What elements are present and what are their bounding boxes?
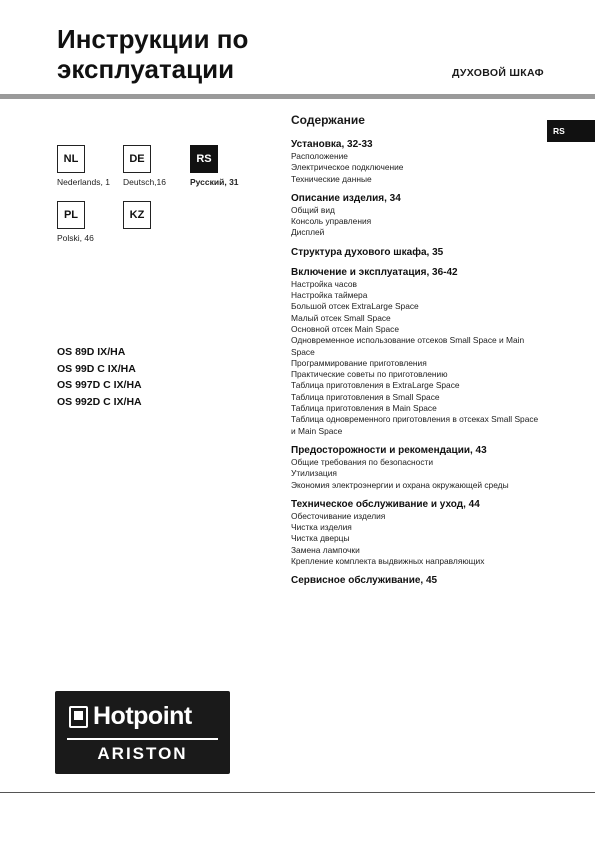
toc-item: Таблица приготовления в Main Space [291,403,437,414]
lang-label-pl: Polski, 46 [57,233,94,243]
toc-section [291,138,541,185]
toc-section-title: Включение и эксплуатация, 36-42 [291,266,458,278]
toc-item: Экономия электроэнергии и охрана окружающей среды [291,479,509,490]
toc-item: Таблица приготовления в Small Space [291,391,440,402]
model-name: OS 997D C IX/HA [57,379,142,391]
toc-item: Программирование приготовления [291,357,427,368]
toc-item: Таблица приготовления в ExtraLarge Space [291,380,460,391]
toc-item: Чистка дверцы [291,533,350,544]
lang-label-rs: Русский, 31 [190,177,239,187]
toc-section [291,266,541,437]
toc-section [291,574,541,587]
logo-divider [67,738,218,740]
toc-item: Крепление комплекта выдвижных направляющих [291,556,485,567]
toc-section [291,498,541,567]
toc-item: Таблица одновременного приготовления в отсеках Small Space и Main Space [291,414,539,436]
toc-item: Обесточивание изделия [291,510,386,521]
toc-item: Чистка изделия [291,522,352,533]
toc-item: Настройка часов [291,278,357,289]
toc-item: Электрическое подключение [291,162,404,173]
toc-item: Большой отсек ExtraLarge Space [291,301,419,312]
header-divider [0,94,595,99]
toc-section [291,444,541,491]
toc-item: Дисплей [291,227,325,238]
brand-mark-icon [69,706,88,728]
model-name: OS 99D C IX/HA [57,362,136,375]
toc-item: Малый отсек Small Space [291,312,391,323]
lang-box-kz: KZ [123,201,151,229]
lang-label-nl: Nederlands, 1 [57,177,110,187]
toc-item: Утилизация [291,468,337,479]
footer-divider [0,792,595,793]
language-side-tab: RS [547,120,595,142]
toc-section [291,246,541,259]
model-name: OS 89D IX/HA [57,346,126,358]
model-list [57,344,142,410]
lang-box-de: DE [123,145,151,173]
toc-item: Технические данные [291,173,372,184]
document-title [57,24,357,84]
toc-item: Расположение [291,151,348,161]
table-of-contents [291,138,541,594]
toc-item: Основной отсек Main Space [291,323,399,334]
document-type: ДУХОВОЙ ШКАФ [452,67,544,79]
title-line-1: Инструкции по [57,24,249,54]
toc-section-title: Техническое обслуживание и уход, 44 [291,498,480,510]
toc-section [291,192,541,239]
toc-section-title: Описание изделия, 34 [291,192,401,204]
hotpoint-ariston-logo [55,691,230,774]
toc-item: Общий вид [291,204,335,215]
logo-brand: Hotpoint [93,702,192,730]
model-name: OS 992D C IX/HA [57,395,142,408]
toc-item: Консоль управления [291,216,372,227]
toc-section-title: Структура духового шкафа, 35 [291,246,444,258]
toc-section-title: Сервисное обслуживание, 45 [291,575,438,587]
toc-item: Одновременное использование отсеков Small Space и Main Space [291,335,525,357]
logo-subbrand: ARISTON [97,744,188,763]
toc-item: Замена лампочки [291,544,360,555]
title-line-2: эксплуатации [57,54,235,84]
lang-box-rs: RS [190,145,218,173]
toc-item: Настройка таймера [291,290,368,301]
lang-box-nl: NL [57,145,85,173]
lang-label-de: Deutsch,16 [123,177,166,187]
toc-item: Практические советы по приготовлению [291,369,448,380]
toc-section-title: Предосторожности и рекомендации, 43 [291,444,487,456]
toc-section-title: Установка, 32-33 [291,139,373,150]
toc-item: Общие требования по безопасности [291,456,434,467]
lang-box-pl: PL [57,201,85,229]
toc-heading: Содержание [291,113,365,127]
